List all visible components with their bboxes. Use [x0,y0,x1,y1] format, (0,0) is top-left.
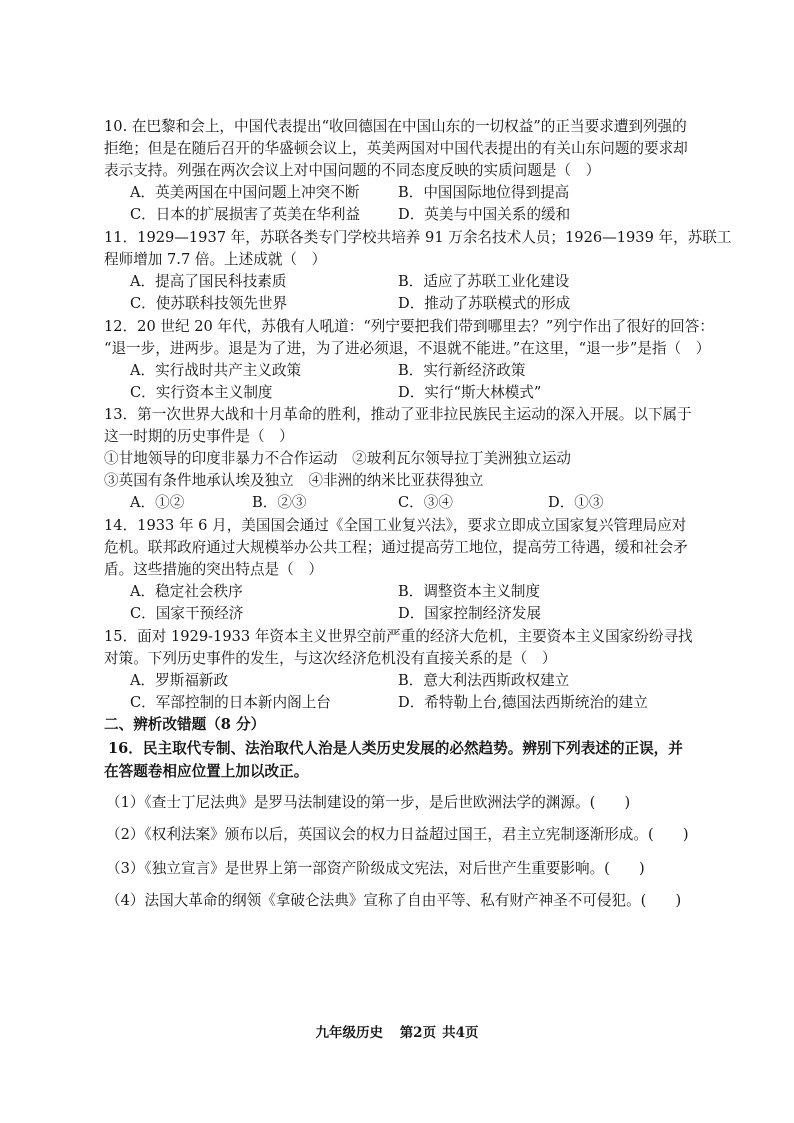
q14-stem-line-1: 14．1933 年 6 月，美国国会通过《全国工业复兴法》，要求立即成立国家复兴管理局应对 [104,517,687,534]
q12-stem-line-1: 12．20 世纪 20 年代，苏俄有人吼道：“列宁要把我们带到哪里去？”列宁作出了很好的回答： [104,318,714,335]
q13-option-a: A．①② [130,494,185,511]
section-2-heading: 二、辨析改错题（8 分） [104,716,266,733]
q13-option-b: B．②③ [252,494,307,511]
q11-stem-line-1: 11．1929—1937 年，苏联各类专门学校共培养 91 万余名技术人员；1926—1939 年，苏联工 [104,229,732,246]
q13-stem-line-1: 13．第一次世界大战和十月革命的胜利，推动了亚非拉民族民主运动的深入开展。以下属于 [104,406,692,423]
q15-stem-line-2: 对策。下列历史事件的发生，与这次经济危机没有直接关系的是（ ） [104,650,557,667]
q14-option-a: A．稳定社会秩序 [130,583,243,600]
q11-option-b: B．适应了苏联工业化建设 [398,273,570,290]
q10-stem-line-2: 拒绝；但是在随后召开的华盛顿会议上，英美两国对中国代表提出的有关山东问题的要求却 [104,140,688,157]
q11-option-c: C．使苏联科技领先世界 [130,295,288,312]
q16-stem-line-2: 在答题卷相应位置上加以改正。 [104,763,309,780]
q12-option-d: D．实行“斯大林模式” [398,384,542,401]
q14-option-d: D．国家控制经济发展 [398,605,542,622]
q15-option-c: C．军部控制的日本新内阁上台 [130,694,331,711]
q12-option-a: A．实行战时共产主义政策 [130,362,302,379]
q16-statement-2: （2）《权利法案》颁布以后，英国议会的权力日益超过国王，君主立宪制逐渐形成。( ) [106,826,689,843]
q11-option-d: D．推动了苏联模式的形成 [398,295,571,312]
q15-option-b: B．意大利法西斯政权建立 [398,672,570,689]
q12-option-b: B．实行新经济政策 [398,362,526,379]
q10-option-a: A．英美两国在中国问题上冲突不断 [130,184,360,201]
q11-stem-line-2: 程师增加 7.7 倍。上述成就（ ） [104,251,327,268]
q13-option-c: C．③④ [398,494,453,511]
footer-total-pages: 共4页 [442,1025,479,1041]
q13-option-d: D．①③ [548,494,604,511]
q10-option-c: C．日本的扩展损害了英美在华利益 [130,206,361,223]
q13-items-line-2: ③英国有条件地承认埃及独立 ④非洲的纳米比亚获得独立 [104,472,484,489]
q14-stem-line-2: 危机。联邦政府通过大规模举办公共工程；通过提高劳工地位，提高劳工待遇，缓和社会矛 [104,539,688,556]
q12-stem-line-2: “退一步，进两步。退是为了进，为了进必须退，不退就不能进。”在这里，“退一步”是指（ ） [104,340,711,357]
q10-option-b: B．中国国际地位得到提高 [398,184,570,201]
q15-option-a: A．罗斯福新政 [130,672,229,689]
q16-statement-4: （4）法国大革命的纲领《拿破仑法典》宣称了自由平等、私有财产神圣不可侵犯。( ) [106,892,682,909]
q14-option-b: B．调整资本主义制度 [398,583,541,600]
page-footer [0,1021,794,1041]
q14-option-c: C．国家干预经济 [130,605,244,622]
q16-statement-1: （1）《查士丁尼法典》是罗马法制建设的第一步，是后世欧洲法学的渊源。( ) [106,794,631,811]
q16-stem-line-1: 16．民主取代专制、法治取代人治是人类历史发展的必然趋势。辨别下列表述的正误，并 [108,740,683,757]
q10-stem-line-1: 10. 在巴黎和会上，中国代表提出“收回德国在中国山东的一切权益”的正当要求遭到列强的 [104,118,687,135]
footer-subject: 九年级历史 [315,1025,383,1041]
q12-option-c: C．实行资本主义制度 [130,384,273,401]
q13-stem-line-2: 这一时期的历史事件是（ ） [104,428,294,445]
q13-items-line-1: ①甘地领导的印度非暴力不合作运动 ②玻利瓦尔领导拉丁美洲独立运动 [104,450,572,467]
q11-option-a: A．提高了国民科技素质 [130,273,287,290]
q15-option-d: D．希特勒上台,德国法西斯统治的建立 [398,694,648,711]
q16-statement-3: （3）《独立宣言》是世界上第一部资产阶级成文宪法，对后世产生重要影响。( ) [106,860,645,877]
footer-page-number: 第2页 [399,1025,437,1041]
q10-stem-line-3: 表示支持。列强在两次会议上对中国问题的不同态度反映的实质问题是（ ） [104,162,601,179]
q10-option-d: D．英美与中国关系的缓和 [398,206,571,223]
q14-stem-line-3: 盾。这些措施的突出特点是（ ） [104,561,323,578]
q15-stem-line-1: 15．面对 1929-1933 年资本主义世界空前严重的经济大危机，主要资本主义国家纷纷寻找 [104,628,693,645]
